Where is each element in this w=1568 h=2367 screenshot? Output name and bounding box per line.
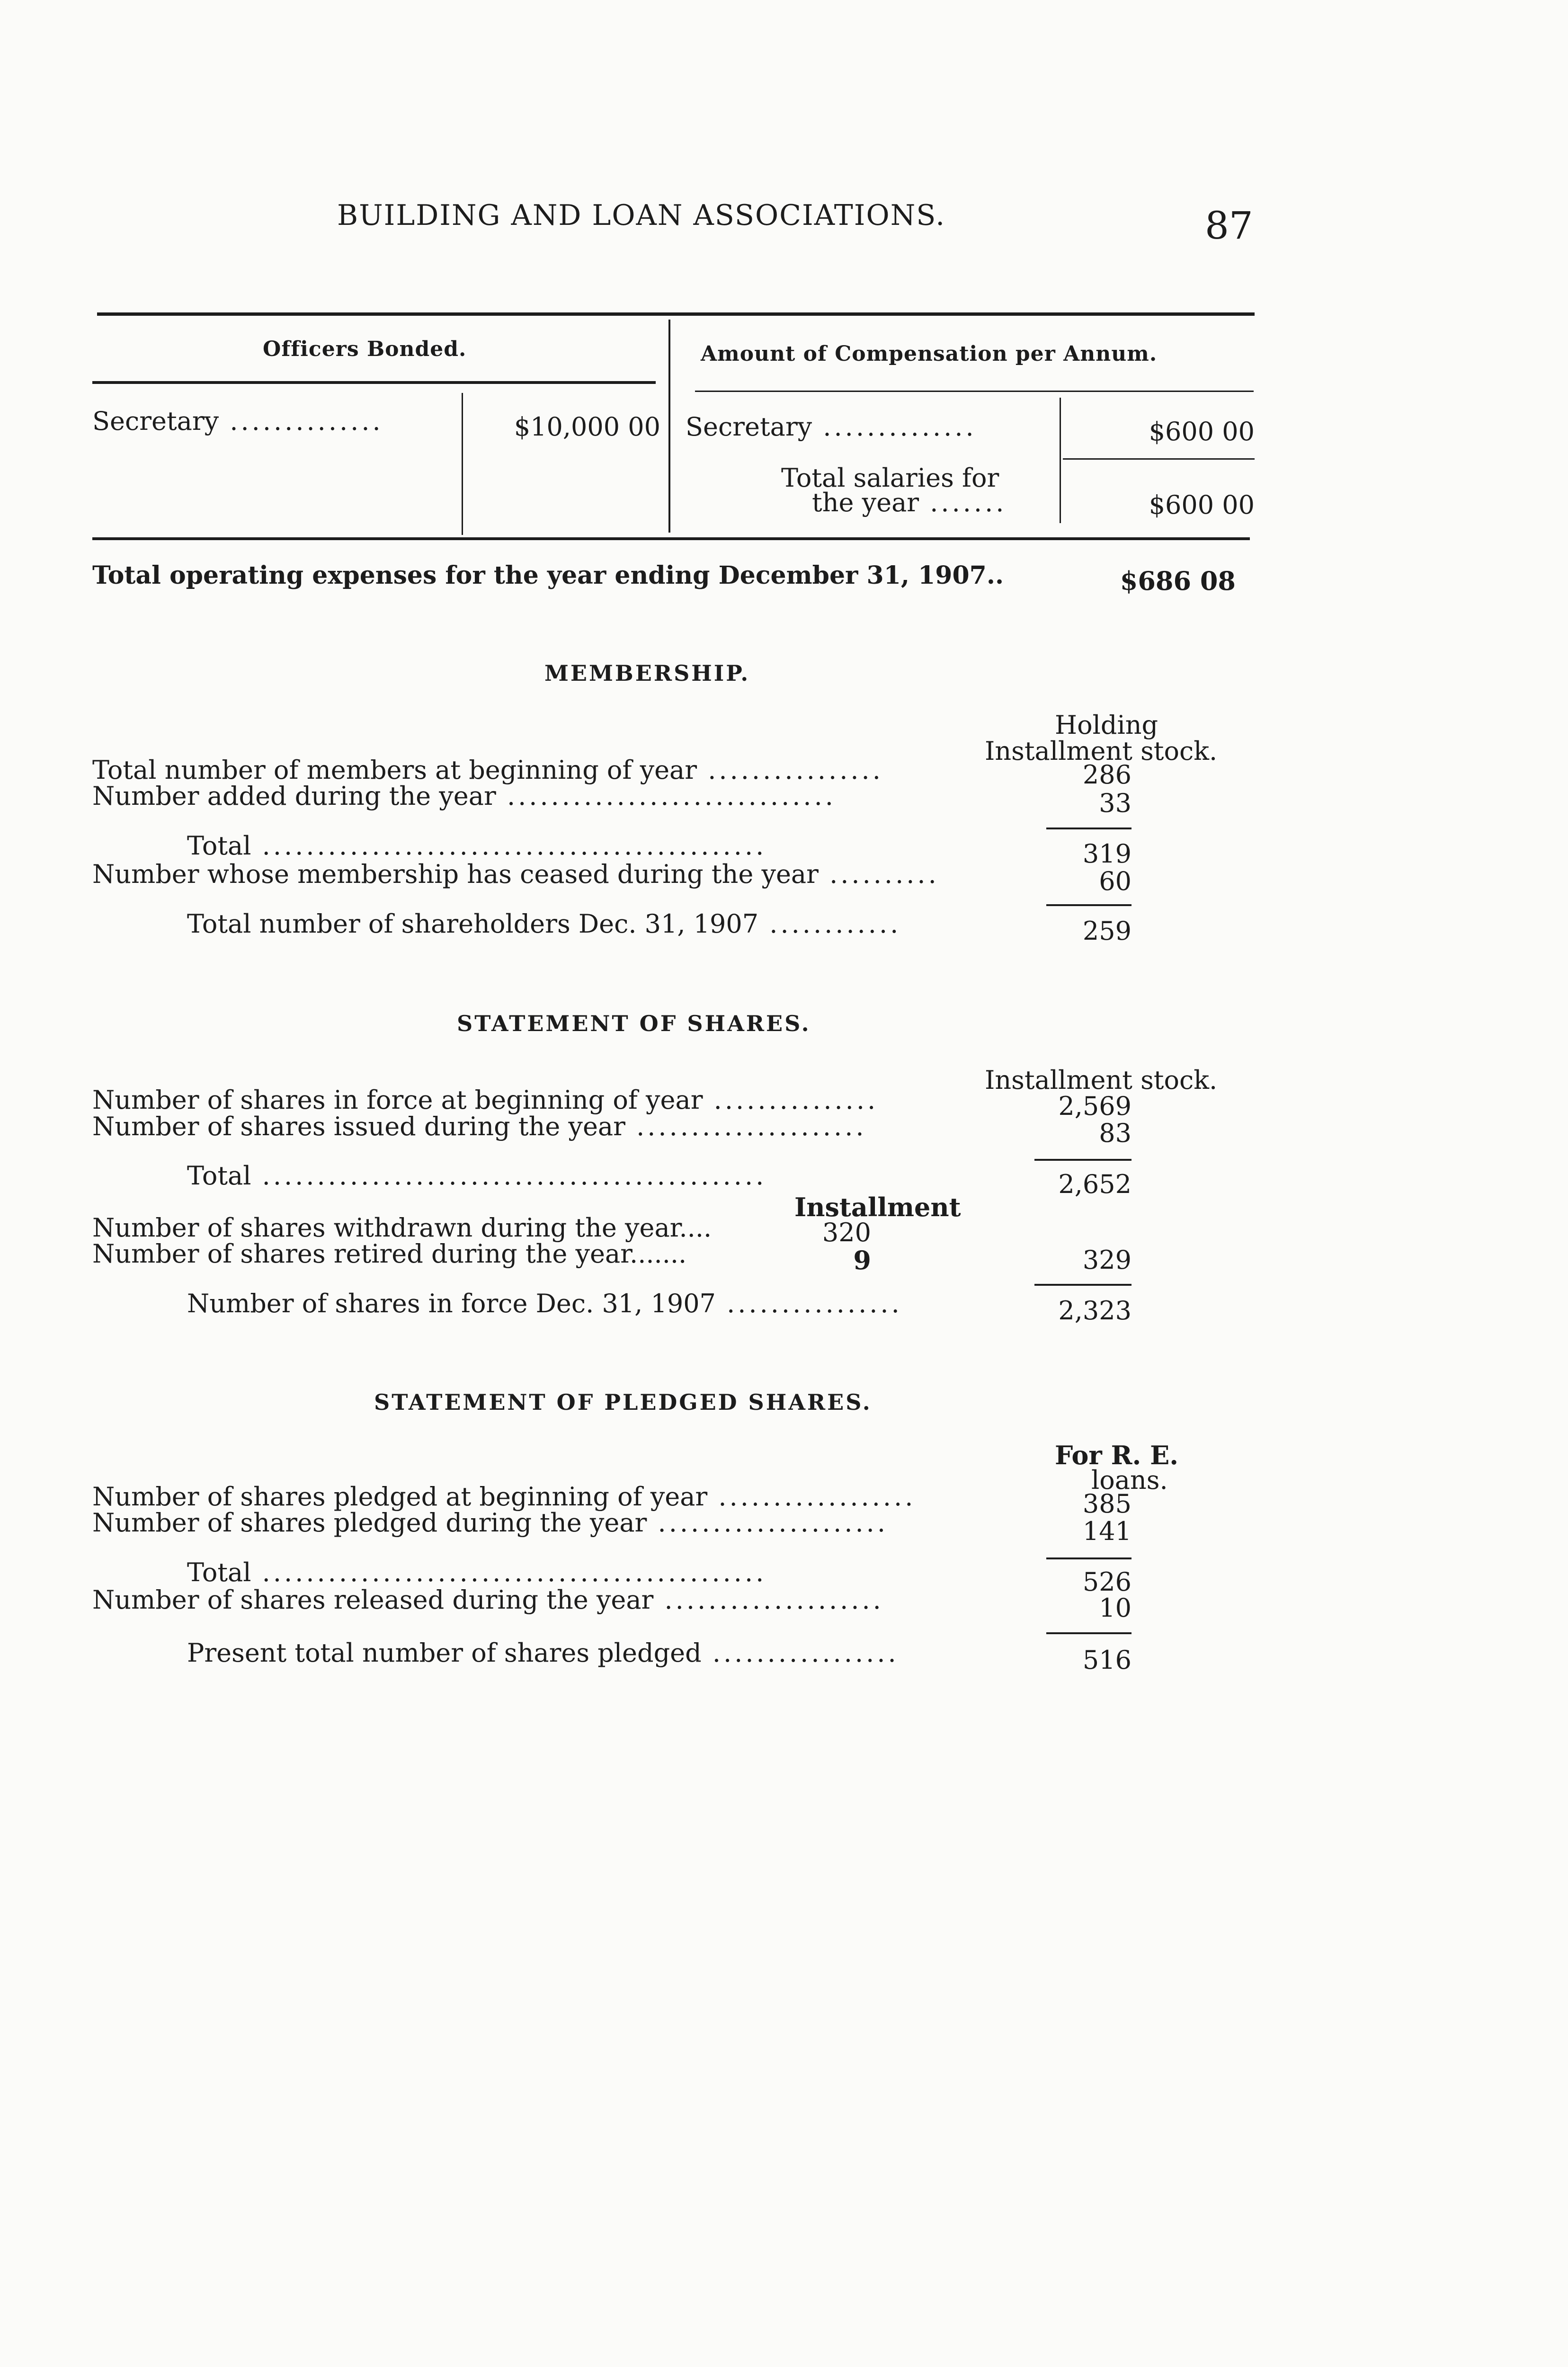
membership-row-value: 33: [1099, 788, 1131, 818]
pledged-row-value: 141: [1082, 1516, 1131, 1546]
bond-amount: $10,000 00: [514, 412, 660, 442]
shares-row-value: 2,569: [1058, 1091, 1131, 1121]
membership-row-label: Total ..............................................: [187, 831, 767, 861]
bonded-officer: Secretary: [92, 406, 219, 436]
comp-amount: $600 00: [1149, 417, 1255, 446]
pledged-row-value: 516: [1082, 1645, 1131, 1675]
membership-row-value: 286: [1082, 760, 1131, 790]
membership-heading: MEMBERSHIP.: [544, 660, 750, 686]
pledged-row-value: 526: [1082, 1567, 1131, 1597]
membership-row-value: 60: [1099, 866, 1131, 896]
table-top-rule: [97, 312, 1255, 316]
total-salaries-amount: $600 00: [1149, 490, 1255, 520]
membership-col-head-2: Installment stock.: [985, 736, 1218, 766]
pledged-row-label: Number of shares pledged at beginning of year ..................: [92, 1482, 916, 1512]
membership-col-head-1: Holding: [1055, 710, 1158, 740]
pledged-col-head-2: loans.: [1091, 1465, 1168, 1495]
shares-heading: STATEMENT OF SHARES.: [457, 1011, 811, 1036]
comp-officer: Secretary: [686, 412, 812, 442]
sum-rule: [1046, 828, 1131, 829]
left-amount-divider: [462, 393, 463, 535]
pledged-heading: STATEMENT OF PLEDGED SHARES.: [374, 1389, 872, 1415]
shares-row-label: Number of shares retired during the year.......: [92, 1239, 687, 1269]
pledged-row-label: Number of shares released during the year ....................: [92, 1585, 884, 1615]
bonded-officer-row: [92, 406, 383, 436]
running-header: BUILDING AND LOAN ASSOCIATIONS.: [337, 199, 946, 232]
leader-dots: ..............: [812, 412, 977, 442]
shares-col-head: Installment stock.: [985, 1065, 1218, 1095]
shares-row-label: Number of shares in force Dec. 31, 1907 ................: [187, 1289, 902, 1318]
pledged-col-head-1: For R. E.: [1055, 1440, 1179, 1470]
membership-row-label: Number added during the year ..............................: [92, 781, 836, 811]
pledged-row-label: Total ..............................................: [187, 1557, 767, 1587]
shares-row-value: 329: [1082, 1245, 1131, 1275]
leader-dots: ..............: [219, 406, 383, 436]
sum-rule: [1046, 904, 1131, 906]
sum-rule: [1046, 1632, 1131, 1634]
membership-row-label: Total number of members at beginning of year ................: [92, 755, 883, 785]
comp-officer-row: [686, 412, 977, 442]
shares-sub-col-head: Installment: [794, 1192, 961, 1222]
officers-bonded-heading: Officers Bonded.: [263, 337, 467, 361]
shares-row-value: 83: [1099, 1118, 1131, 1148]
right-amount-divider: [1060, 398, 1061, 523]
shares-row-sub-value: 9: [853, 1245, 871, 1275]
comp-sum-rule: [1063, 458, 1255, 460]
left-heading-rule: [92, 381, 656, 384]
operating-expenses-label: Total operating expenses for the year ending December 31, 1907..: [92, 561, 1004, 590]
shares-row-sub-value: 320: [822, 1218, 871, 1247]
sum-rule: [1046, 1557, 1131, 1559]
membership-row-label: Number whose membership has ceased during the year ..........: [92, 859, 939, 889]
shares-row-label: Number of shares withdrawn during the year....: [92, 1213, 712, 1243]
shares-row-label: Number of shares issued during the year .....................: [92, 1112, 867, 1141]
pledged-row-label: Present total number of shares pledged .................: [187, 1638, 899, 1668]
right-heading-rule: [695, 391, 1254, 392]
shares-row-value: 2,323: [1058, 1296, 1131, 1326]
center-divider: [668, 320, 670, 533]
membership-row-label: Total number of shareholders Dec. 31, 1907 ............: [187, 909, 901, 939]
membership-row-value: 319: [1082, 839, 1131, 869]
pledged-row-label: Number of shares pledged during the year .....................: [92, 1508, 889, 1538]
total-salaries-label-1: Total salaries for: [781, 463, 999, 493]
compensation-heading: Amount of Compensation per Annum.: [701, 342, 1158, 366]
page-number: 87: [1205, 204, 1253, 248]
pledged-row-value: 385: [1082, 1489, 1131, 1519]
shares-row-label: Number of shares in force at beginning of year ...............: [92, 1085, 879, 1115]
table-bottom-rule: [92, 537, 1250, 540]
sum-rule: [1034, 1159, 1131, 1161]
pledged-row-value: 10: [1099, 1593, 1131, 1623]
total-salaries-label-2: the year .......: [812, 488, 1007, 517]
membership-row-value: 259: [1082, 916, 1131, 946]
sum-rule: [1034, 1284, 1131, 1286]
operating-expenses-amount: $686 08: [1120, 566, 1236, 596]
shares-row-label: Total ..............................................: [187, 1161, 767, 1191]
shares-row-value: 2,652: [1058, 1169, 1131, 1199]
